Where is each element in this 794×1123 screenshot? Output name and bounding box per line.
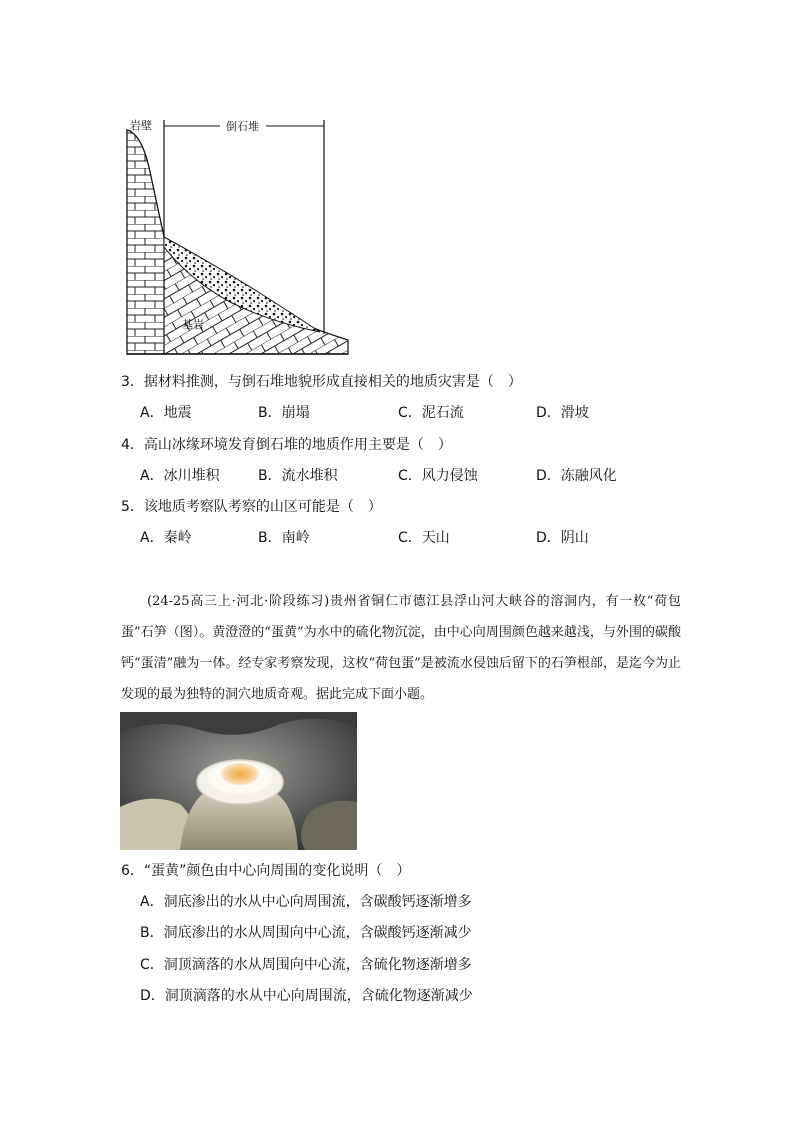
- option-6b[interactable]: B．洞底渗出的水从周围向中心流，含碳酸钙逐渐减少: [140, 925, 472, 941]
- reading-passage: [121, 586, 681, 710]
- question-number: 4．: [121, 437, 144, 453]
- question-number: 5．: [121, 499, 144, 515]
- label-bedrock: 基岩: [182, 318, 204, 331]
- passage-source: (24-25高三上·河北·阶段练习): [147, 594, 330, 609]
- option-5d[interactable]: D．阴山: [536, 530, 589, 546]
- question-stem: 该地质考察队考察的山区可能是（ ）: [143, 499, 382, 515]
- question-stem: “蛋黄”颜色由中心向周围的变化说明（ ）: [143, 863, 411, 879]
- option-5a[interactable]: A．秦岭: [140, 530, 192, 546]
- passage-text: 贵州省铜仁市德江县浮山河大峡谷的溶洞内，有一枚“荷包蛋”石笋（图）。黄澄澄的“蛋黄”为水中的硫化物沉淀，由中心向周围颜色越来越浅，与外围的碳酸钙“蛋清”融为一体。经专家考察发现，这枚“荷包蛋”是被流水侵蚀后留下的石笋根部，是迄今为止发现的最为独特的洞穴地质奇观。据此完成下面小题。: [121, 594, 681, 702]
- question-stem: 高山冰缘环境发育倒石堆的地质作用主要是（ ）: [143, 437, 452, 453]
- option-3a[interactable]: A．地震: [140, 405, 192, 421]
- question-4: [121, 436, 452, 454]
- option-5c[interactable]: C．天山: [398, 530, 450, 546]
- option-3d[interactable]: D．滑坡: [536, 405, 589, 421]
- question-5: [121, 498, 382, 516]
- option-3c[interactable]: C．泥石流: [398, 405, 464, 421]
- option-3b[interactable]: B．崩塌: [258, 405, 310, 421]
- option-4b[interactable]: B．流水堆积: [258, 468, 338, 484]
- question-stem: 据材料推测，与倒石堆地貌形成直接相关的地质灾害是（ ）: [143, 374, 522, 390]
- option-5b[interactable]: B．南岭: [258, 530, 310, 546]
- question-3: [121, 373, 522, 391]
- question-number: 6．: [121, 863, 144, 879]
- option-6c[interactable]: C．洞顶滴落的水从周围向中心流，含硫化物逐渐增多: [140, 957, 472, 973]
- label-scree: 倒石堆: [226, 120, 259, 133]
- option-4a[interactable]: A．冰川堆积: [140, 468, 220, 484]
- option-4c[interactable]: C．风力侵蚀: [398, 468, 478, 484]
- label-rock-wall: 岩壁: [130, 119, 152, 132]
- question-6: [121, 862, 410, 880]
- question-number: 3．: [121, 374, 144, 390]
- option-6d[interactable]: D．洞顶滴落的水从中心向周围流，含硫化物逐渐减少: [140, 988, 473, 1004]
- scree-diagram: [120, 112, 355, 357]
- option-4d[interactable]: D．冻融风化: [536, 468, 617, 484]
- rock-wall-area: [127, 130, 164, 354]
- option-6a[interactable]: A．洞底渗出的水从中心向周围流，含碳酸钙逐渐增多: [140, 894, 472, 910]
- stalagmite-photo: [120, 712, 357, 850]
